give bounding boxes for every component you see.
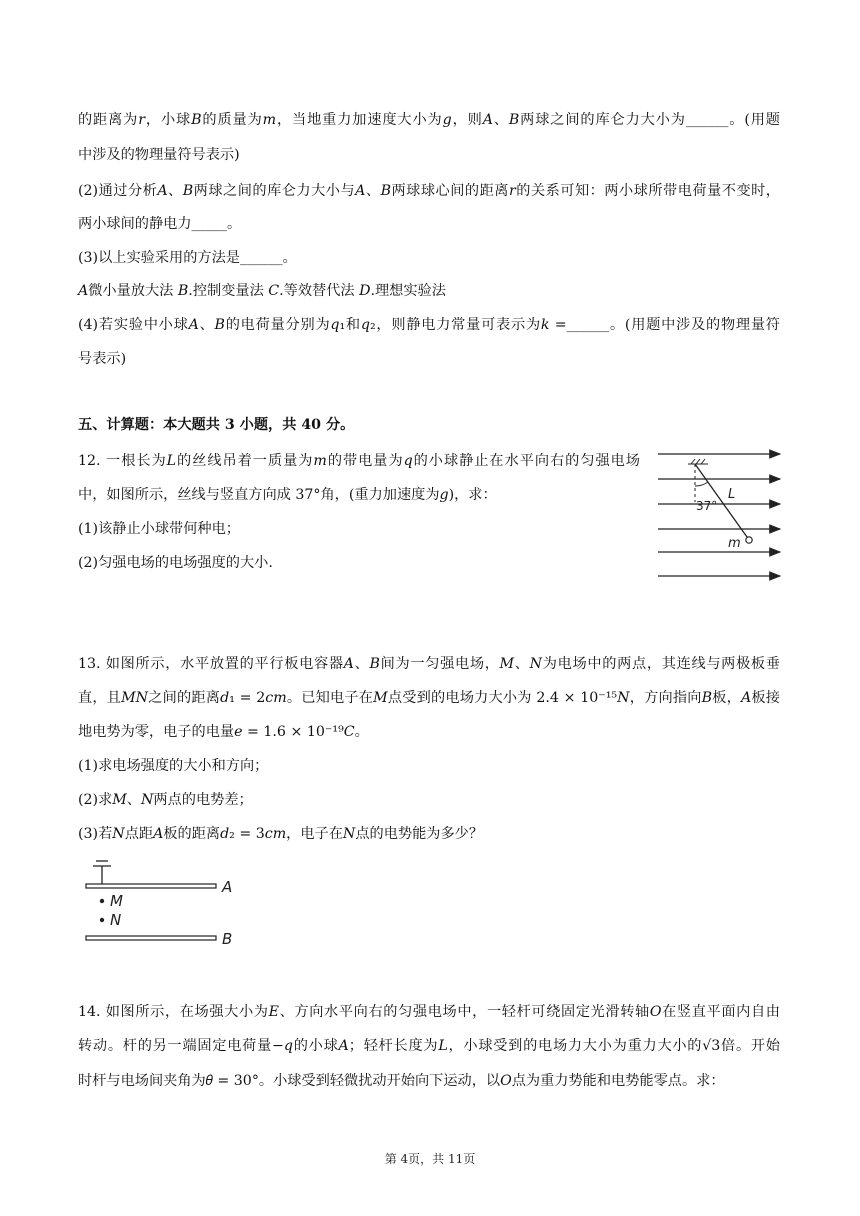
question-14-text: 时杆与电场间夹角为𝜃 = 30°。小球受到轻微扰动开始向下运动，以𝑂点为重力势能和电势能零点。求： bbox=[78, 1073, 725, 1089]
section-heading: 五、计算题：本大题共 3 小题，共 40 分。 bbox=[78, 417, 355, 433]
question-13-text: 13. 如图所示，水平放置的平行板电容器𝐴、𝐵间为一匀强电场，𝑀、𝑁为电场中的两点，其连线与两极板垂 bbox=[78, 656, 780, 672]
question-12-text: 中，如图所示，丝线与竖直方向成 37°角，(重力加速度为𝑔)，求： bbox=[78, 487, 497, 503]
point-m-label: M bbox=[110, 892, 123, 910]
question-12-text: 12. 一根长为𝐿的丝线吊着一质量为𝑚的带电量为𝑞的小球静止在水平向右的匀强电场 bbox=[78, 453, 640, 469]
answer-options: 𝐴微小量放大法 𝐵.控制变量法 𝐶.等效替代法 𝐷.理想实验法 bbox=[78, 283, 446, 299]
question-13-text: 直，且𝑀𝑁之间的距离𝑑₁ = 2𝑐𝑚。已知电子在𝑀点受到的电场力大小为 2.4 × 10⁻¹⁵𝑁，方向指向𝐵板，𝐴板接 bbox=[78, 690, 780, 706]
text-line: (4)若实验中小球𝐴、𝐵的电荷量分别为𝑞₁和𝑞₂，则静电力常量可表示为𝑘 =______。(用题中涉及的物理量符 bbox=[78, 317, 780, 333]
text-line: (3)以上实验采用的方法是______。 bbox=[78, 250, 297, 266]
question-13-subquestion: (2)求𝑀、𝑁两点的电势差； bbox=[78, 792, 253, 808]
capacitor-figure bbox=[80, 856, 250, 950]
text-line: 的距离为𝑟，小球𝐵的质量为𝑚，当地重力加速度大小为𝑔，则𝐴、𝐵两球之间的库仑力大小为______。(用题 bbox=[78, 112, 780, 128]
page-footer: 第 4页，共 11页 bbox=[384, 1152, 476, 1166]
question-13-text: 地电势为零，电子的电量𝑒 = 1.6 × 10⁻¹⁹𝐶。 bbox=[78, 724, 369, 740]
plate-b-label: B bbox=[222, 930, 233, 948]
question-12-subquestion: (2)匀强电场的电场强度的大小. bbox=[78, 555, 273, 571]
text-line: (2)通过分析𝐴、𝐵两球之间的库仑力大小与𝐴、𝐵两球球心间的距离𝑟的关系可知：两小球所带电荷量不变时， bbox=[78, 183, 780, 199]
text-line: 号表示) bbox=[78, 351, 127, 367]
question-12-subquestion: (1)该静止小球带何种电； bbox=[78, 521, 240, 537]
question-14-text: 转动。杆的另一端固定电荷量−𝑞的小球𝐴；轻杆长度为𝐿，小球受到的电场力大小为重力大小的√3倍。开始 bbox=[78, 1038, 780, 1054]
point-n-label: N bbox=[110, 911, 122, 929]
question-14-text: 14. 如图所示，在场强大小为𝐸、方向水平向右的匀强电场中，一轻杆可绕固定光滑转轴𝑂在竖直平面内自由 bbox=[78, 1004, 780, 1020]
mass-label: m bbox=[728, 536, 741, 551]
text-line: 中涉及的物理量符号表示) bbox=[78, 147, 240, 163]
angle-label: 37° bbox=[696, 499, 718, 513]
plate-a-label: A bbox=[222, 878, 233, 896]
text-line: 两小球间的静电力_____。 bbox=[78, 216, 242, 232]
field-pendulum-figure bbox=[650, 442, 790, 586]
question-13-subquestion: (3)若𝑁点距𝐴板的距离𝑑₂ = 3𝑐𝑚，电子在𝑁点的电势能为多少？ bbox=[78, 826, 484, 842]
question-13-subquestion: (1)求电场强度的大小和方向； bbox=[78, 758, 269, 774]
length-label: L bbox=[728, 487, 736, 502]
